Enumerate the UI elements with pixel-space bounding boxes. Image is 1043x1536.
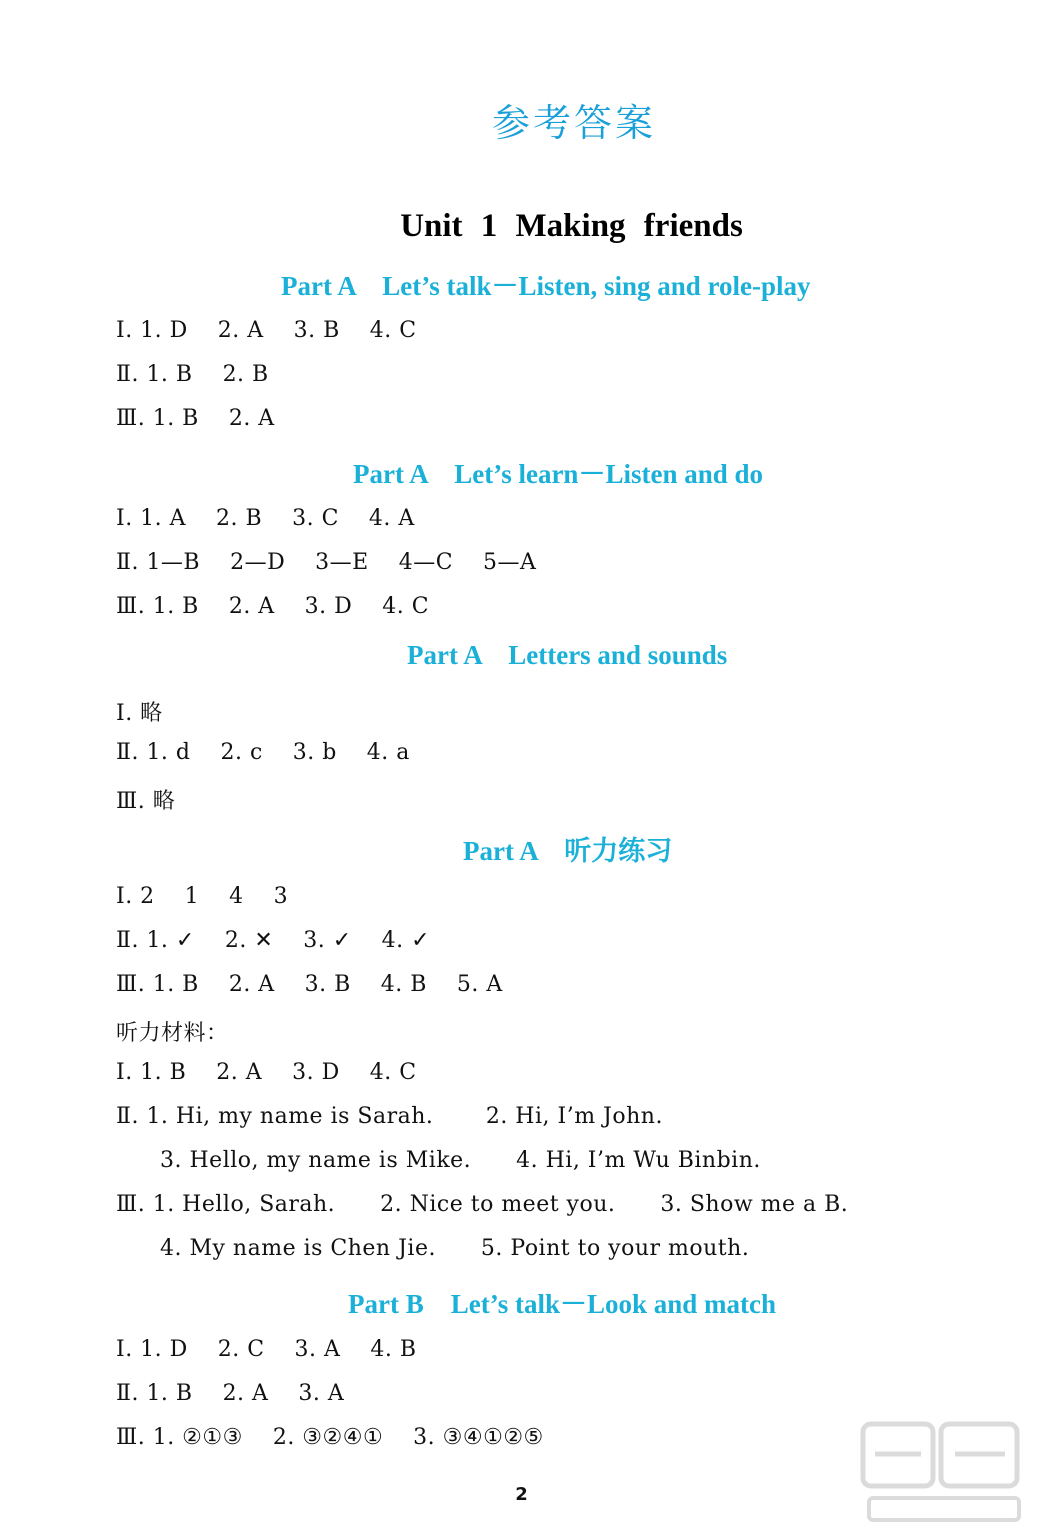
section-heading: Part A Let’s learn－Listen and do <box>353 459 764 489</box>
answer-line: Ⅱ. 1. ✓ 2. ✕ 3. ✓ 4. ✓ <box>116 928 431 953</box>
section-heading: Part A Let’s talk－Listen, sing and role-play <box>281 271 811 301</box>
answer-line: Ⅰ. 1. D 2. C 3. A 4. B <box>116 1337 417 1362</box>
answer-line: Ⅱ. 1. Hi, my name is Sarah. 2. Hi, I’m John. <box>116 1104 663 1129</box>
section-heading: Part B Let’s talk－Look and match <box>348 1289 777 1319</box>
answer-line: Ⅲ. 略 <box>116 789 176 814</box>
answer-line: Ⅲ. 1. ②①③ 2. ③②④① 3. ③④①②⑤ <box>116 1425 544 1450</box>
answer-line: Ⅱ. 1. B 2. A 3. A <box>116 1381 345 1406</box>
answer-line: 3. Hello, my name is Mike. 4. Hi, I’m Wu Binbin. <box>160 1148 761 1173</box>
answer-line: Ⅲ. 1. B 2. A <box>116 406 275 431</box>
answer-line: 4. My name is Chen Jie. 5. Point to your mouth. <box>160 1236 750 1261</box>
answer-line: Ⅱ. 1. d 2. c 3. b 4. a <box>116 740 410 765</box>
unit-title: Unit 1 Making friends <box>400 208 743 244</box>
answer-line: Ⅲ. 1. Hello, Sarah. 2. Nice to meet you. 3. Show me a B. <box>116 1192 849 1217</box>
section-heading: Part A 听力练习 <box>463 836 673 866</box>
watermark-logo <box>859 1418 1029 1528</box>
page-number: 2 <box>515 1484 528 1505</box>
answer-line: Ⅱ. 1. B 2. B <box>116 362 269 387</box>
answer-line: Ⅰ. 2 1 4 3 <box>116 884 289 909</box>
answer-line: Ⅰ. 1. D 2. A 3. B 4. C <box>116 318 417 343</box>
answer-line: Ⅰ. 略 <box>116 701 163 726</box>
answer-line: Ⅰ. 1. B 2. A 3. D 4. C <box>116 1060 417 1085</box>
answer-line: Ⅰ. 1. A 2. B 3. C 4. A <box>116 506 415 531</box>
listening-materials-label: 听力材料： <box>116 1021 229 1046</box>
section-heading: Part A Letters and sounds <box>407 640 728 670</box>
answer-line: Ⅲ. 1. B 2. A 3. B 4. B 5. A <box>116 972 503 997</box>
answer-line: Ⅱ. 1—B 2—D 3—E 4—C 5—A <box>116 550 537 575</box>
answer-line: Ⅲ. 1. B 2. A 3. D 4. C <box>116 594 430 619</box>
page-title: 参考答案 <box>491 101 656 145</box>
